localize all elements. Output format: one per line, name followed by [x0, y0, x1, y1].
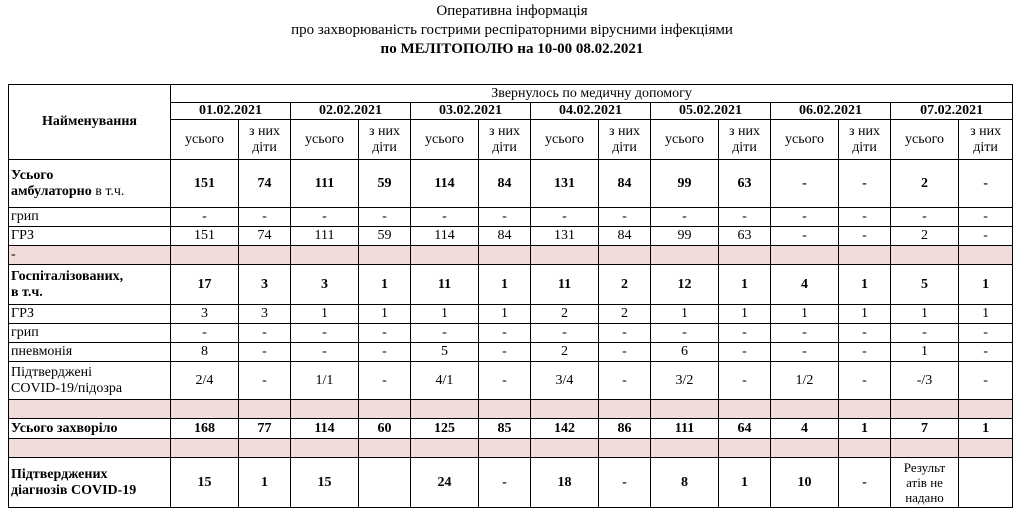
- value-cell: -: [359, 324, 411, 343]
- value-cell: 74: [239, 227, 291, 246]
- statistics-table: [8, 84, 1013, 508]
- value-cell: 1: [719, 265, 771, 305]
- value-cell: -: [771, 160, 839, 208]
- value-cell: -: [719, 362, 771, 400]
- value-cell: 111: [291, 227, 359, 246]
- row-h-flu: [9, 324, 1013, 343]
- value-cell: 86: [599, 419, 651, 439]
- value-cell: 1: [651, 305, 719, 324]
- value-cell: 7: [891, 419, 959, 439]
- value-cell: 5: [411, 343, 479, 362]
- value-cell: -: [959, 343, 1013, 362]
- title-line-2: про захворюваність гострими респіраторними вірусними інфекціями: [291, 22, 733, 38]
- value-cell: -: [599, 362, 651, 400]
- value-cell: 77: [239, 419, 291, 439]
- value-cell: 2: [891, 227, 959, 246]
- results-note: Результ атів не надано: [891, 458, 959, 508]
- row-label: грип: [9, 208, 171, 227]
- value-cell: 24: [411, 458, 479, 508]
- value-cell: -: [839, 324, 891, 343]
- value-cell: -: [411, 208, 479, 227]
- sub-children: з них діти: [479, 120, 531, 160]
- date-header: 06.02.2021: [771, 103, 891, 120]
- value-cell: -: [479, 458, 531, 508]
- value-cell: 1: [359, 265, 411, 305]
- value-cell: 1: [719, 458, 771, 508]
- value-cell: 8: [651, 458, 719, 508]
- value-cell: 2: [531, 305, 599, 324]
- row-total-ill: [9, 419, 1013, 439]
- value-cell: 1: [891, 305, 959, 324]
- value-cell: -: [479, 362, 531, 400]
- value-cell: 1/2: [771, 362, 839, 400]
- row-label: Підтверджені COVID-19/підозра: [9, 362, 171, 400]
- value-cell: 18: [531, 458, 599, 508]
- date-header: 07.02.2021: [891, 103, 1013, 120]
- value-cell: 2/4: [171, 362, 239, 400]
- value-cell: -: [771, 324, 839, 343]
- row-separator: [9, 400, 1013, 419]
- value-cell: -: [479, 208, 531, 227]
- value-cell: 1: [771, 305, 839, 324]
- value-cell: -: [719, 208, 771, 227]
- sub-total: усього: [891, 120, 959, 160]
- value-cell: -: [411, 324, 479, 343]
- value-cell: -: [359, 362, 411, 400]
- header-name: Найменування: [9, 85, 171, 160]
- value-cell: 12: [651, 265, 719, 305]
- value-cell: -: [959, 160, 1013, 208]
- row-hospital: [9, 265, 1013, 305]
- value-cell: -/3: [891, 362, 959, 400]
- value-cell: 3: [291, 265, 359, 305]
- date-header: 05.02.2021: [651, 103, 771, 120]
- row-h-covid: [9, 362, 1013, 400]
- value-cell: [959, 458, 1013, 508]
- row-confirmed-covid: [9, 458, 1013, 508]
- value-cell: -: [291, 324, 359, 343]
- row-separator: [9, 246, 1013, 265]
- value-cell: 63: [719, 227, 771, 246]
- row-separator: [9, 439, 1013, 458]
- value-cell: -: [959, 362, 1013, 400]
- value-cell: -: [239, 208, 291, 227]
- value-cell: -: [959, 208, 1013, 227]
- value-cell: -: [171, 208, 239, 227]
- value-cell: -: [359, 208, 411, 227]
- value-cell: -: [839, 160, 891, 208]
- sub-total: усього: [171, 120, 239, 160]
- value-cell: 111: [651, 419, 719, 439]
- value-cell: 1: [839, 305, 891, 324]
- value-cell: -: [719, 343, 771, 362]
- value-cell: 10: [771, 458, 839, 508]
- value-cell: 3: [171, 305, 239, 324]
- value-cell: 84: [599, 160, 651, 208]
- value-cell: 125: [411, 419, 479, 439]
- value-cell: -: [359, 343, 411, 362]
- row-label: Усього амбулаторно в т.ч.: [9, 160, 171, 208]
- value-cell: 84: [599, 227, 651, 246]
- value-cell: 1: [959, 419, 1013, 439]
- sub-total: усього: [411, 120, 479, 160]
- value-cell: -: [479, 324, 531, 343]
- sub-children: з них діти: [719, 120, 771, 160]
- row-label: Госпіталізованих, в т.ч.: [9, 265, 171, 305]
- value-cell: 11: [531, 265, 599, 305]
- value-cell: -: [959, 324, 1013, 343]
- sub-children: з них діти: [959, 120, 1013, 160]
- value-cell: -: [839, 208, 891, 227]
- value-cell: 15: [171, 458, 239, 508]
- sub-total: усього: [531, 120, 599, 160]
- report-title: [0, 2, 1024, 59]
- value-cell: 3: [239, 265, 291, 305]
- value-cell: 15: [291, 458, 359, 508]
- value-cell: 1: [359, 305, 411, 324]
- value-cell: 11: [411, 265, 479, 305]
- value-cell: -: [771, 343, 839, 362]
- value-cell: -: [599, 208, 651, 227]
- value-cell: 59: [359, 227, 411, 246]
- value-cell: 4: [771, 419, 839, 439]
- sub-total: усього: [291, 120, 359, 160]
- value-cell: -: [839, 362, 891, 400]
- value-cell: 3/2: [651, 362, 719, 400]
- sub-children: з них діти: [359, 120, 411, 160]
- value-cell: -: [599, 324, 651, 343]
- row-label: грип: [9, 324, 171, 343]
- value-cell: 131: [531, 227, 599, 246]
- value-cell: -: [599, 343, 651, 362]
- header-group: Звернулось по медичну допомогу: [171, 85, 1013, 103]
- row-h-pneumonia: [9, 343, 1013, 362]
- value-cell: -: [239, 343, 291, 362]
- value-cell: -: [839, 227, 891, 246]
- value-cell: 1: [479, 305, 531, 324]
- value-cell: -: [291, 208, 359, 227]
- date-header: 03.02.2021: [411, 103, 531, 120]
- value-cell: 2: [531, 343, 599, 362]
- sub-total: усього: [651, 120, 719, 160]
- value-cell: [359, 458, 411, 508]
- value-cell: 131: [531, 160, 599, 208]
- row-flu: [9, 208, 1013, 227]
- value-cell: 8: [171, 343, 239, 362]
- value-cell: 142: [531, 419, 599, 439]
- value-cell: 64: [719, 419, 771, 439]
- value-cell: 5: [891, 265, 959, 305]
- value-cell: 17: [171, 265, 239, 305]
- value-cell: 1: [839, 419, 891, 439]
- row-label: Усього захворіло: [9, 419, 171, 439]
- value-cell: -: [771, 227, 839, 246]
- value-cell: -: [531, 208, 599, 227]
- value-cell: -: [651, 208, 719, 227]
- value-cell: -: [531, 324, 599, 343]
- row-grz: [9, 227, 1013, 246]
- date-header: 01.02.2021: [171, 103, 291, 120]
- value-cell: 74: [239, 160, 291, 208]
- value-cell: 84: [479, 227, 531, 246]
- row-ambulatory: [9, 160, 1013, 208]
- row-label: пневмонія: [9, 343, 171, 362]
- sub-total: усього: [771, 120, 839, 160]
- value-cell: 1: [959, 305, 1013, 324]
- value-cell: 6: [651, 343, 719, 362]
- value-cell: 85: [479, 419, 531, 439]
- value-cell: 1: [839, 265, 891, 305]
- value-cell: -: [839, 343, 891, 362]
- value-cell: 60: [359, 419, 411, 439]
- value-cell: -: [891, 324, 959, 343]
- value-cell: -: [239, 362, 291, 400]
- sub-children: з них діти: [839, 120, 891, 160]
- value-cell: -: [719, 324, 771, 343]
- value-cell: -: [479, 343, 531, 362]
- title-line-3: по МЕЛІТОПОЛЮ на 10-00 08.02.2021: [380, 41, 644, 57]
- value-cell: 1: [239, 458, 291, 508]
- row-label: ГРЗ: [9, 227, 171, 246]
- value-cell: 1: [891, 343, 959, 362]
- date-header: 04.02.2021: [531, 103, 651, 120]
- value-cell: 168: [171, 419, 239, 439]
- row-h-grz: [9, 305, 1013, 324]
- value-cell: 114: [291, 419, 359, 439]
- value-cell: -: [171, 324, 239, 343]
- date-header: 02.02.2021: [291, 103, 411, 120]
- value-cell: -: [959, 227, 1013, 246]
- value-cell: 151: [171, 160, 239, 208]
- value-cell: 1: [959, 265, 1013, 305]
- value-cell: -: [291, 343, 359, 362]
- value-cell: 3/4: [531, 362, 599, 400]
- value-cell: 1: [479, 265, 531, 305]
- value-cell: -: [239, 324, 291, 343]
- value-cell: 4: [771, 265, 839, 305]
- value-cell: 114: [411, 160, 479, 208]
- value-cell: 99: [651, 227, 719, 246]
- sub-children: з них діти: [239, 120, 291, 160]
- value-cell: 99: [651, 160, 719, 208]
- value-cell: -: [771, 208, 839, 227]
- value-cell: 1/1: [291, 362, 359, 400]
- row-label: ГРЗ: [9, 305, 171, 324]
- value-cell: -: [599, 458, 651, 508]
- value-cell: 63: [719, 160, 771, 208]
- row-label: -: [9, 246, 171, 265]
- row-label: Підтверджених діагнозів COVID-19: [9, 458, 171, 508]
- value-cell: -: [839, 458, 891, 508]
- value-cell: 111: [291, 160, 359, 208]
- value-cell: 1: [411, 305, 479, 324]
- value-cell: 3: [239, 305, 291, 324]
- value-cell: 2: [891, 160, 959, 208]
- value-cell: 114: [411, 227, 479, 246]
- value-cell: -: [891, 208, 959, 227]
- value-cell: 1: [719, 305, 771, 324]
- sub-children: з них діти: [599, 120, 651, 160]
- value-cell: 59: [359, 160, 411, 208]
- value-cell: -: [651, 324, 719, 343]
- value-cell: 2: [599, 265, 651, 305]
- value-cell: 2: [599, 305, 651, 324]
- value-cell: 84: [479, 160, 531, 208]
- value-cell: 1: [291, 305, 359, 324]
- title-line-1: Оперативна інформація: [436, 3, 588, 19]
- value-cell: 4/1: [411, 362, 479, 400]
- value-cell: 151: [171, 227, 239, 246]
